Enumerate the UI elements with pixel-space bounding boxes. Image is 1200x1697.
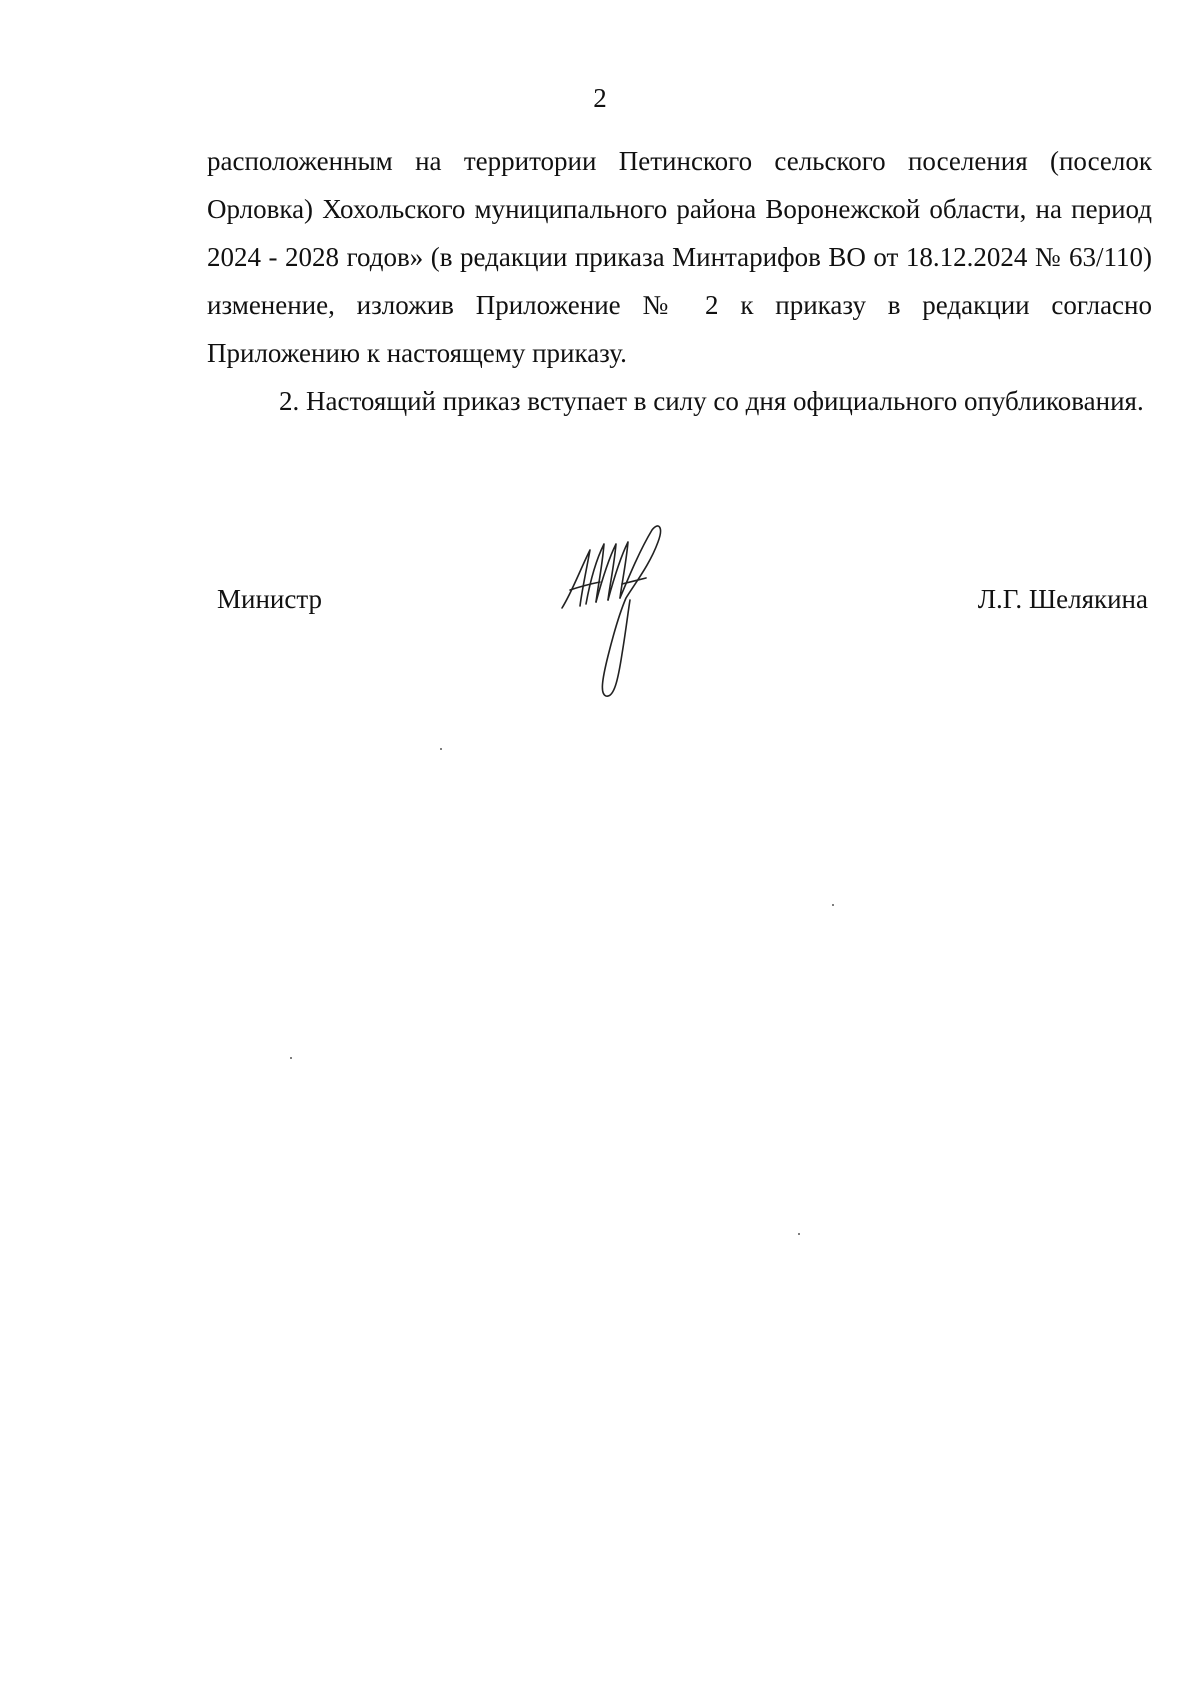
page-number: 2 (593, 83, 607, 113)
scan-speck (798, 1233, 800, 1235)
paragraph-effective-date: 2. Настоящий приказ вступает в силу со дня официального опубликования. (279, 386, 1144, 416)
signature-block (0, 0, 1200, 720)
signer-title: Министр (217, 584, 322, 614)
handwritten-signature (560, 520, 690, 700)
signer-name: Л.Г. Шелякина (977, 584, 1148, 614)
paragraph-continuation: расположенным на территории Петинского сельского поселения (поселок Орловка) Хохольского муниципального района Воронежской области, на период 2024 - 2028 годов» (в редакции приказа Минтарифов ВО от 18.12.2024 № 63/110) изменение, изложив Приложение № 2 к приказу в редакции согласно Приложению к настоящему приказу. (207, 146, 1152, 368)
scan-speck (290, 1057, 292, 1059)
scan-speck (832, 904, 834, 906)
scan-speck (440, 748, 442, 750)
